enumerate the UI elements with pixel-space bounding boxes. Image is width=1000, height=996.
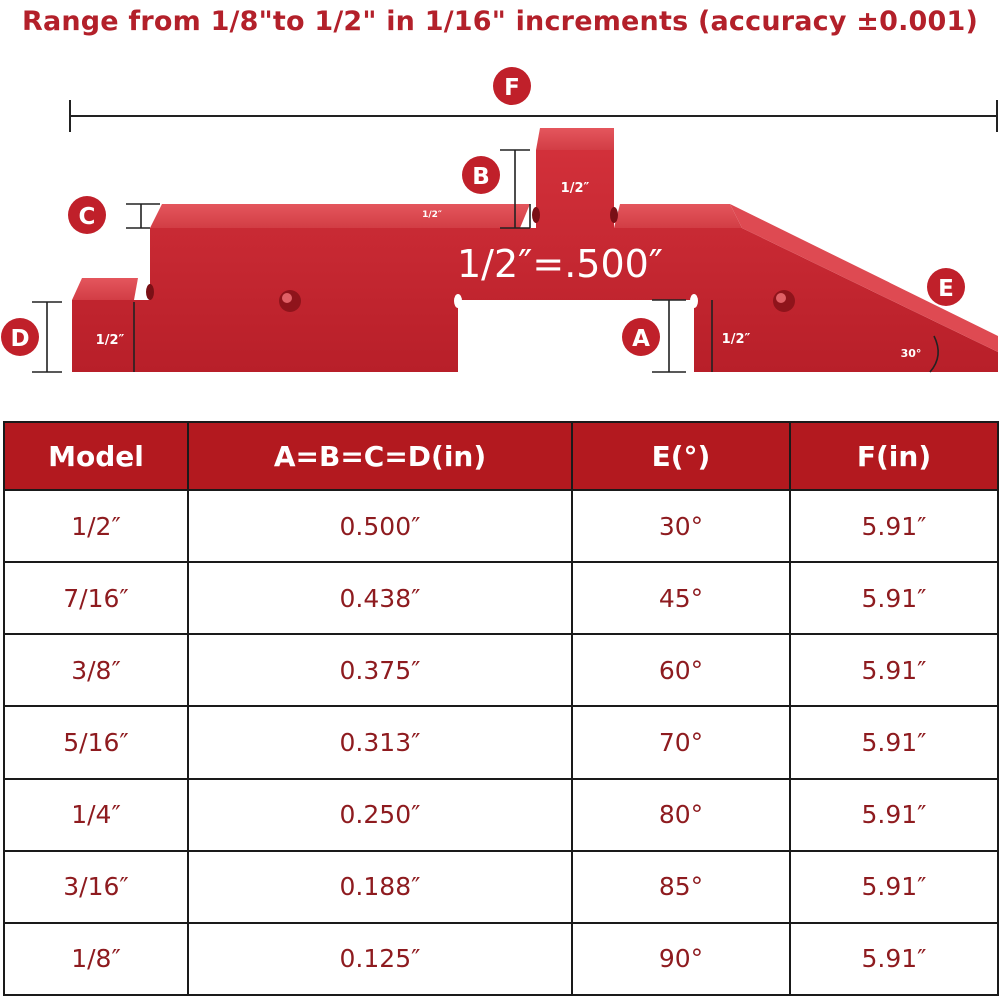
callout-c (68, 196, 106, 234)
callout-f (493, 67, 531, 105)
spec-table (3, 421, 999, 996)
table-header-row (4, 422, 998, 490)
ramp-top-face (614, 204, 742, 228)
table-row (4, 490, 998, 562)
pin-top-face (536, 128, 614, 150)
cell-dimension: 0.438″ (188, 562, 572, 634)
main-top-face (150, 204, 530, 228)
cell-angle: 90° (572, 923, 790, 995)
cell-dimension: 0.188″ (188, 851, 572, 923)
svg-text:F: F (504, 75, 520, 101)
cell-length: 5.91″ (790, 923, 998, 995)
header-length: F(in) (790, 422, 998, 490)
table-row (4, 923, 998, 995)
cell-angle: 85° (572, 851, 790, 923)
callout-d (1, 318, 39, 356)
angle-label: 30° (900, 347, 922, 360)
svg-text:A: A (632, 326, 650, 352)
cell-length: 5.91″ (790, 562, 998, 634)
engraved-label-a: 1/2″ (721, 332, 751, 347)
callout-b (462, 156, 500, 194)
engraved-label-b: 1/2″ (560, 181, 590, 196)
cell-length: 5.91″ (790, 490, 998, 562)
cell-angle: 45° (572, 562, 790, 634)
cell-model: 1/2″ (4, 490, 188, 562)
svg-text:B: B (472, 164, 490, 190)
cell-angle: 70° (572, 706, 790, 778)
cell-angle: 30° (572, 490, 790, 562)
engraved-label-d: 1/2″ (95, 333, 125, 348)
table-row (4, 562, 998, 634)
header-dimensions: A=B=C=D(in) (188, 422, 572, 490)
svg-text:E: E (938, 276, 954, 302)
cell-dimension: 0.500″ (188, 490, 572, 562)
table-row (4, 779, 998, 851)
product-diagram (0, 44, 1000, 420)
table-row (4, 634, 998, 706)
table-row (4, 706, 998, 778)
callout-e (927, 268, 965, 306)
cell-angle: 80° (572, 779, 790, 851)
table-row (4, 851, 998, 923)
header-angle: E(°) (572, 422, 790, 490)
header-model: Model (4, 422, 188, 490)
headline: Range from 1/8"to 1/2" in 1/16" increments (accuracy ±0.001) (21, 6, 979, 37)
cell-length: 5.91″ (790, 634, 998, 706)
cell-model: 3/16″ (4, 851, 188, 923)
cell-dimension: 0.250″ (188, 779, 572, 851)
engraved-label-top: 1/2″ (422, 210, 442, 220)
engraved-main-label: 1/2″=.500″ (457, 242, 663, 286)
cell-length: 5.91″ (790, 851, 998, 923)
cell-model: 1/4″ (4, 779, 188, 851)
cell-dimension: 0.313″ (188, 706, 572, 778)
cell-angle: 60° (572, 634, 790, 706)
cell-length: 5.91″ (790, 706, 998, 778)
callout-a (622, 318, 660, 356)
cell-model: 5/16″ (4, 706, 188, 778)
cell-dimension: 0.125″ (188, 923, 572, 995)
step-d-top-face (72, 278, 138, 300)
f-dimension-line (70, 100, 998, 132)
cell-model: 1/8″ (4, 923, 188, 995)
cell-length: 5.91″ (790, 779, 998, 851)
svg-text:C: C (78, 204, 96, 230)
cell-model: 3/8″ (4, 634, 188, 706)
svg-text:D: D (10, 326, 30, 352)
cell-dimension: 0.375″ (188, 634, 572, 706)
cell-model: 7/16″ (4, 562, 188, 634)
